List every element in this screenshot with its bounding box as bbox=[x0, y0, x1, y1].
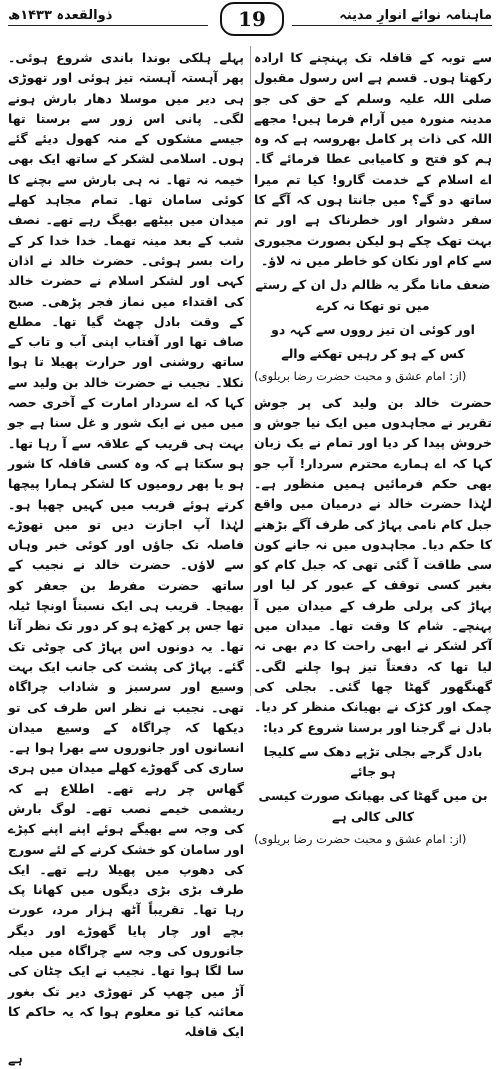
verse-block bbox=[254, 275, 492, 364]
paragraph: سے توبہ کے قافلہ تک پہنچنے کا ارادہ رکھتا ہوں۔ قسم ہے اس رسول مقبول صلی اللہ علیہ وسلم کے حق کی جو مدینہ منورہ میں آرام فرما ہیں! مجھے اللہ کی ذات پر کامل بھروسہ ہے کہ وہ ہم کو فتح و کامیابی عطا فرمائے گا۔ اے اسلام کے خدمت گارو! کیا تم میرا ساتھ دو گے؟ میں جانتا ہوں کہ آگے کا سفر دشوار اور خطرناک ہے اور تم بہت تھک چکے ہو لیکن بصورت مجبوری سے کام اور نکان کو خاطر میں نہ لاؤ۔ bbox=[254, 50, 492, 268]
continued-mark: ہے bbox=[8, 1050, 23, 1066]
verse-credit: (از: امام عشق و محبت حضرت رضا بریلوی) bbox=[254, 831, 467, 846]
column-divider bbox=[250, 46, 251, 696]
paragraph: حضرت خالد بن ولید کی پر جوش تقریر نے مجاہدوں میں ایک نیا جوش و خروش پیدا کر دیا اور تمام نے یک زبان کہا کہ اے ہمارے محترم سردار! آپ جو بھی حکم فرمائیں ہمیں منظور ہے۔ لہٰذا حضرت خالد نے درمیان میں واقع جبل کام نامی پہاڑ کی طرف آگے بڑھنے کا حکم دیا۔ مجاہدوں میں نہ جانے کون سی طاقت آ گئی تھی کہ جبل کام کو بغیر کسی توقف کے عبور کر لیا اور پہاڑ کی پرلی طرف کے میدان میں آ پہنچے۔ شام کا وقت تھا۔ میدان میں آکر لشکر نے ابھی راحت کا دم بھی نہ لیا تھا کہ دفعتاً تیز ہوا چلنے لگی۔ گھنگھور گھٹا چھا گئی۔ بجلی کی چمک اور کڑک نے بھیانک منظر کر دیا۔ بادل نے گرجنا اور برسنا شروع کر دیا: bbox=[254, 394, 492, 735]
page-number-badge: 19 bbox=[220, 2, 284, 36]
right-column bbox=[254, 48, 492, 855]
paragraph: پہلے ہلکی بوندا باندی شروع ہوئی۔ پھر آہستہ آہستہ تیز ہوئی اور تھوڑی ہی دیر میں موسلا دھار بارش ہونے لگی۔ پانی اس زور سے برستا تھا جیسے مشکوں کے منہ کھول دیئے گئے ہوں۔ اسلامی لشکر کے ساتھ ایک بھی خیمہ نہ تھا۔ نہ ہی بارش سے بچنے کا کوئی سامان تھا۔ تمام مجاہد کھلے میدان میں بیٹھے بھیگ رہے تھے۔ نصف شب کے بعد مینہ تھما۔ خدا خدا کر کے رات بسر ہوئی۔ حضرت خالد نے اذان کہی اور لشکر اسلام نے حضرت خالد کی اقتداء میں نماز فجر پڑھی۔ صبح کے وقت بادل چھٹ گیا تھا۔ مطلع صاف تھا اور آفتاب اپنی آب و تاب کے ساتھ روشنی اور حرارت پھیلا تا ہوا نکلا۔ نجیب نے حضرت خالد بن ولید سے کہا کہ اے سردار امارت کے آخری حصہ میں میں نے ایک شور و غل سنا ہے جو بہت ہی قریب کے علاقہ سے آ رہا تھا۔ ہو سکتا ہے کہ وہ کسی قافلہ کا شور ہو یا پھر رومیوں کا لشکر ہمارا پیچھا کرتے ہوئے قریب میں کہیں چھپا ہو۔ لہٰذا آپ اجازت دیں تو میں تھوڑے فاصلہ تک جاؤں اور کوئی خبر وہاں سے لاؤں۔ حضرت خالد نے نجیب کے ساتھ حضرت مفرط بن جعفر کو بھیجا۔ قریب ہی ایک نسبتاً اونچا ٹیلہ تھا جس پر کھڑے ہو کر دور تک نظر آتا تھا۔ یہ دونوں اس پہاڑ کی چوٹی تک گئے۔ پہاڑ کی پشت کی جانب ایک بہت وسیع اور سرسبز و شاداب چراگاہ تھی۔ نجیب نے نظر اس طرف کی تو دیکھا کہ چراگاہ کے وسیع میدان انسانوں اور جانوروں سے بھرا ہوا ہے۔ ساری کی گھوڑے کھلے میدان میں ہری گھاس چر رہے تھے۔ اطلاع ہے کہ ریشمی خیمے نصب تھے۔ لوگ بارش کی وجہ سے بھیگے ہوئے اپنے اپنے کپڑے اور سامان کو خشک کرنے کے لئے سورج کی دھوپ میں پھیلا رہے تھے۔ ایک طرف بڑی بڑی دیگوں میں کھانا پک رہا تھا۔ تقریباً آٹھ ہزار مرد، عورت بچے اور چار پایا گھوڑے اور دیگر جانوروں کی وجہ سے چراگاہ میں میلہ سا لگا ہوا تھا۔ نجیب نے ایک چٹان کی آڑ میں چھپ کر تھوڑی دیر تک بغور معائنہ کیا تو معلوم ہوا کہ یہ حاکم کا ایک قافلہ bbox=[8, 50, 244, 1040]
verse-block bbox=[254, 742, 492, 827]
verse-line: کس کے ہو کر رہیں تھکنے والے bbox=[281, 346, 465, 362]
left-column bbox=[8, 48, 244, 1069]
verse-line: ضعف مانا مگر یہ ظالم دل ان کے رستے میں تو تھکا نہ کرے bbox=[255, 277, 491, 313]
verse-line: بادل گرجے بجلی تڑپے دھک سے کلیجا ہو جائے bbox=[263, 743, 483, 780]
magazine-title: ماہنامہ نوائے انوارِ مدینہ bbox=[292, 8, 492, 26]
page-header bbox=[0, 0, 500, 40]
verse-credit: (از: امام عشق و محبت حضرت رضا بریلوی) bbox=[254, 369, 467, 384]
issue-date: ذوالقعدہ ۱۴۳۳ھ bbox=[8, 8, 208, 26]
verse-line: بن میں گھٹا کی بھیانک صورت کیسی کالی کالی ہے bbox=[258, 788, 488, 824]
verse-line: اور کوئی ان تیز رووں سے کہہ دو bbox=[271, 321, 475, 337]
